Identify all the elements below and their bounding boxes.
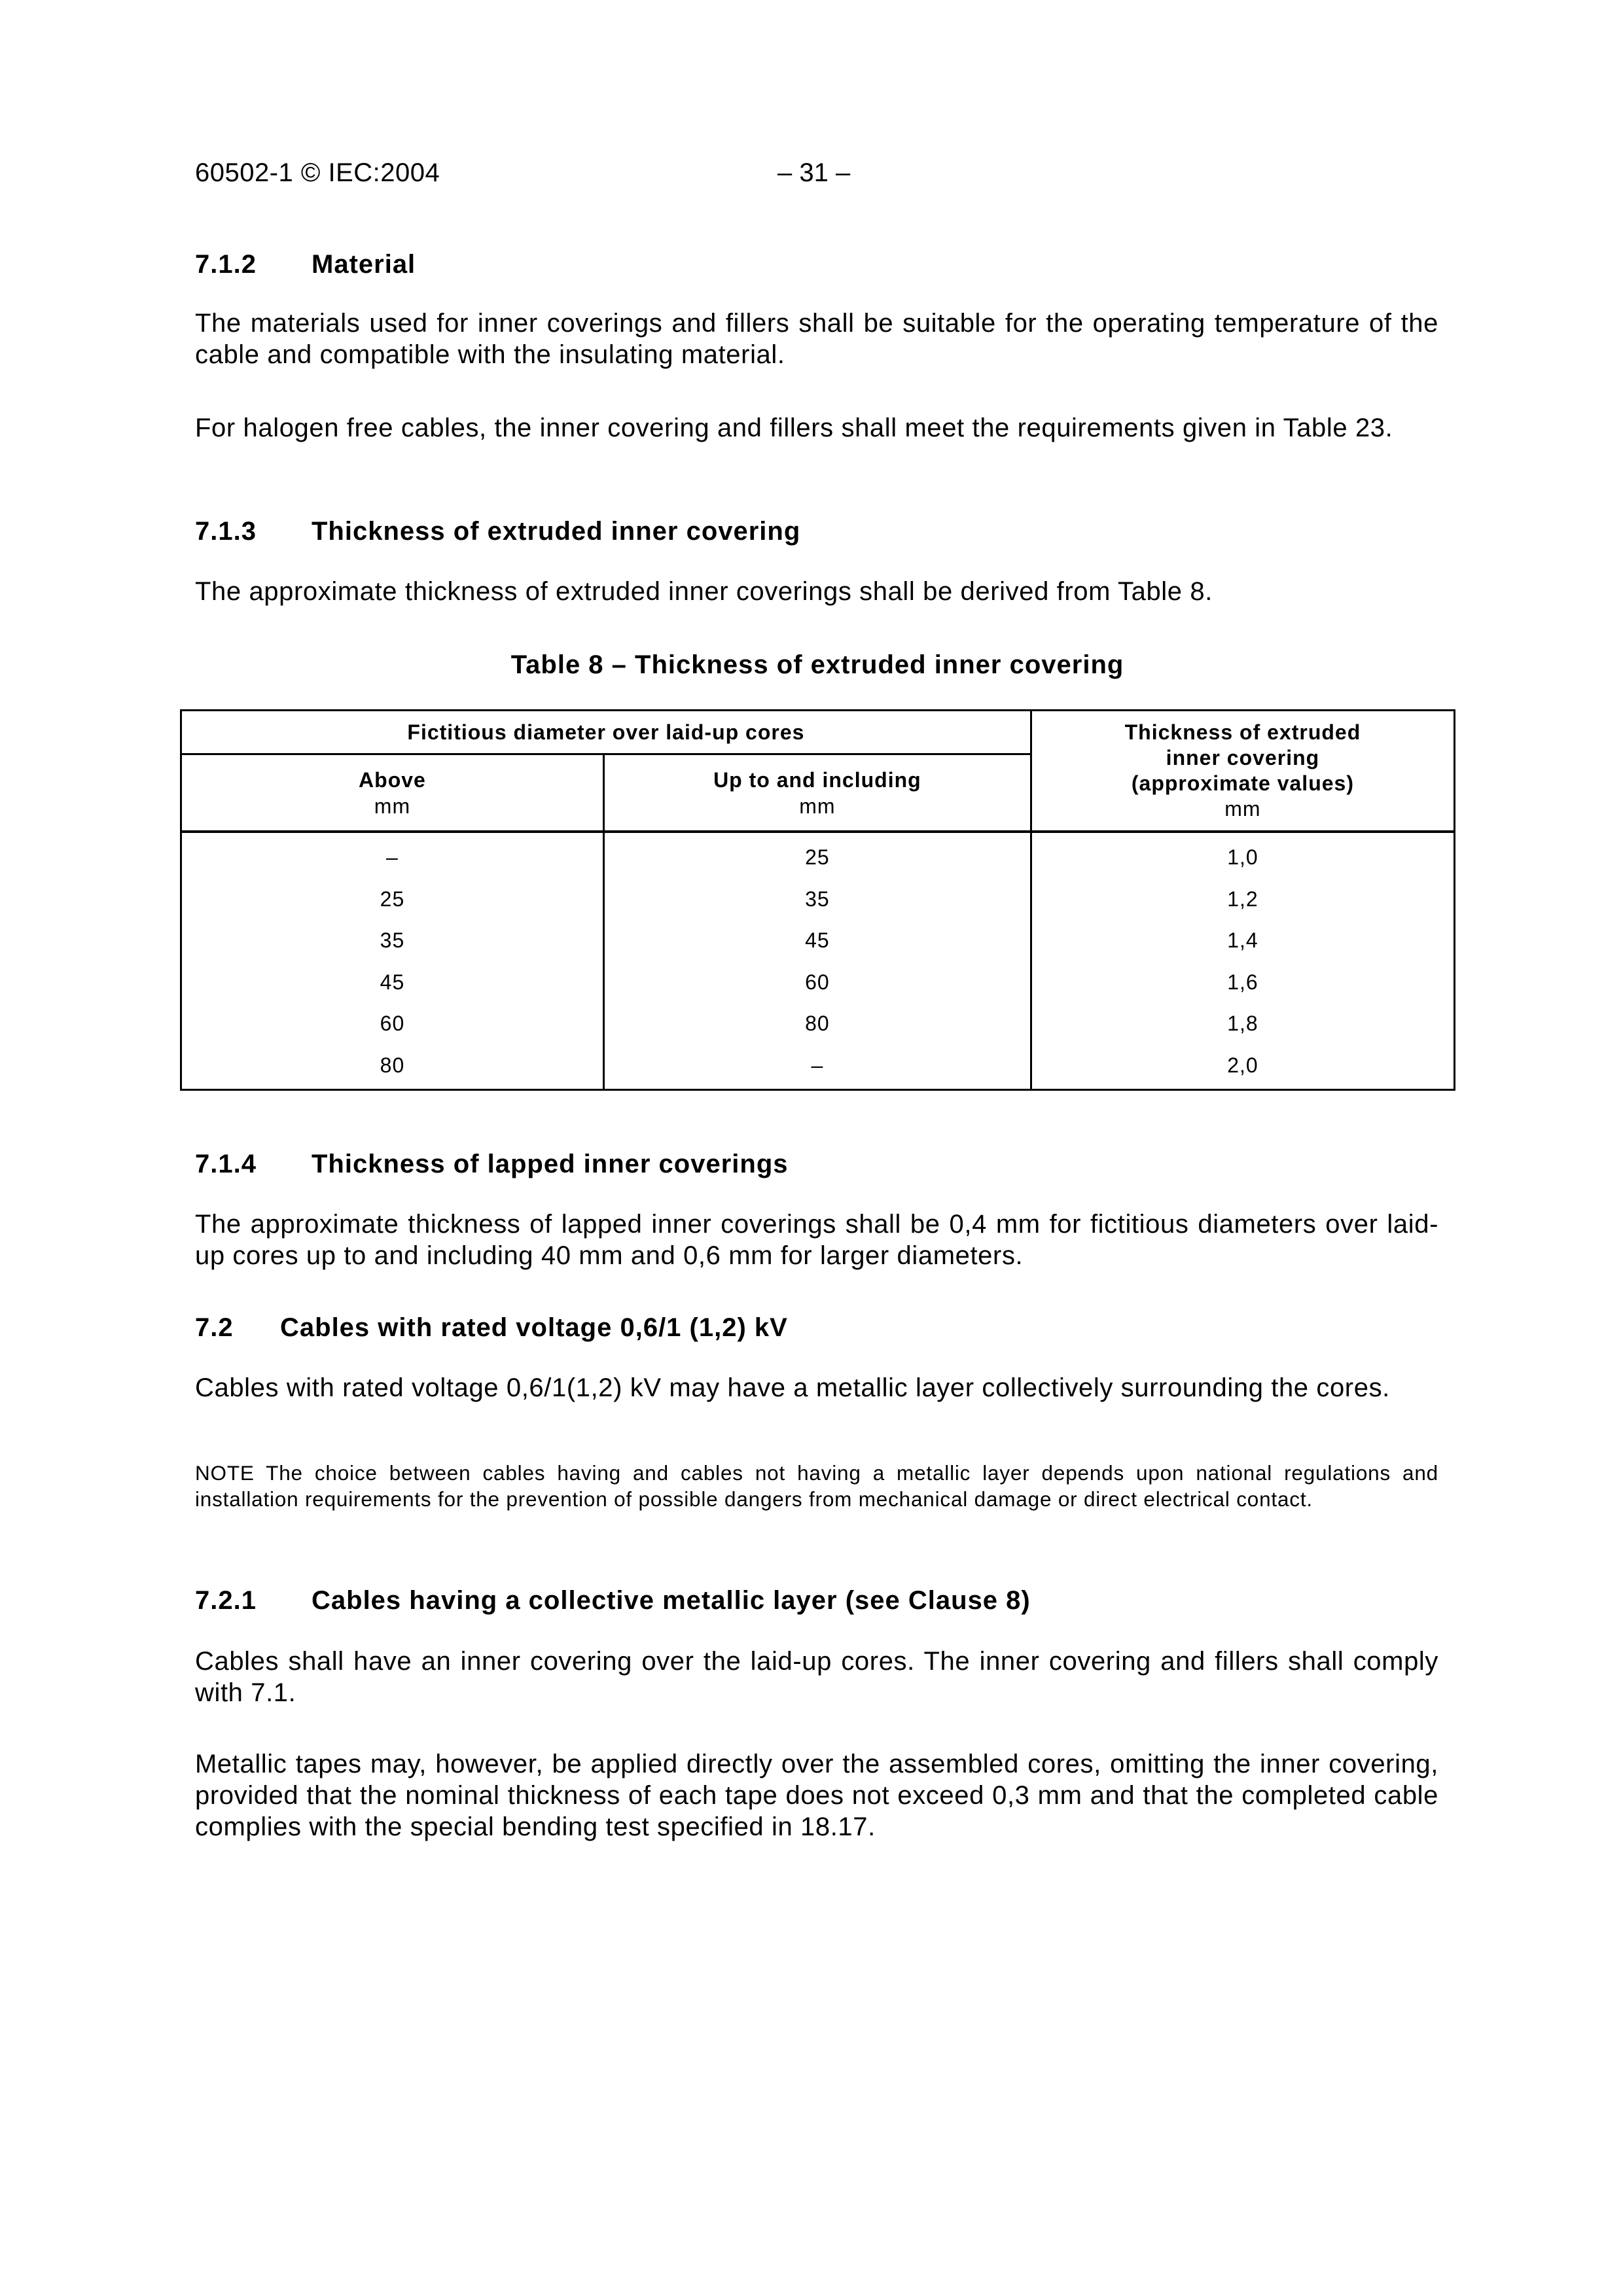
section-heading-7-1-2 <box>195 249 416 280</box>
table-row <box>181 832 1455 879</box>
paragraph: The approximate thickness of lapped inner coverings shall be 0,4 mm for fictitious diameters over laid-up cores up to and including 40 mm and 0,6 mm for larger diameters. <box>195 1210 1438 1270</box>
column-group-header: Fictitious diameter over laid-up cores <box>181 711 1031 754</box>
page-number: – 31 – <box>777 158 851 187</box>
cell-up-to: 80 <box>603 1003 1031 1045</box>
header-line: inner covering <box>1166 746 1320 769</box>
paragraph: Cables shall have an inner covering over the laid-up cores. The inner covering and fillers shall comply with 7.1. <box>195 1647 1438 1707</box>
table-row <box>181 1045 1455 1090</box>
paragraph: The approximate thickness of extruded inner coverings shall be derived from Table 8. <box>195 577 1213 606</box>
header-label: Up to and including <box>713 768 921 792</box>
paragraph: For halogen free cables, the inner covering and fillers shall meet the requirements given in Table 23. <box>195 414 1393 442</box>
section-heading-7-1-3 <box>195 516 800 547</box>
cell-above: 35 <box>181 920 604 962</box>
section-title: Material <box>312 250 416 279</box>
table-title: Table 8 – Thickness of extruded inner covering <box>510 650 1124 679</box>
section-number: 7.2 <box>195 1313 234 1342</box>
section-number: 7.1.3 <box>195 517 257 546</box>
cell-above: – <box>181 832 604 879</box>
section-heading-7-2 <box>195 1312 788 1343</box>
cell-thickness: 1,8 <box>1031 1003 1454 1045</box>
unit-label: mm <box>1224 797 1261 821</box>
section-heading-7-2-1 <box>195 1585 1031 1616</box>
cell-above: 80 <box>181 1045 604 1090</box>
cell-thickness: 1,2 <box>1031 879 1454 921</box>
cell-thickness: 2,0 <box>1031 1045 1454 1090</box>
table-row <box>181 879 1455 921</box>
paragraph: The materials used for inner coverings and fillers shall be suitable for the operating temperature of the cable and compatible with the insulating material. <box>195 309 1438 369</box>
cell-above: 60 <box>181 1003 604 1045</box>
note: NOTE The choice between cables having and cables not having a metallic layer depends upon national regulations and installation requirements for the prevention of possible dangers from mechanical damage or direct electrical contact. <box>195 1461 1438 1511</box>
unit-label: mm <box>799 794 836 818</box>
section-number: 7.2.1 <box>195 1586 257 1615</box>
column-header-above <box>181 754 604 832</box>
table-row <box>181 1003 1455 1045</box>
cell-up-to: 60 <box>603 962 1031 1004</box>
cell-above: 45 <box>181 962 604 1004</box>
cell-up-to: 25 <box>603 832 1031 879</box>
column-header-up-to <box>603 754 1031 832</box>
cell-above: 25 <box>181 879 604 921</box>
table-row <box>181 962 1455 1004</box>
column-header-thickness <box>1031 711 1454 832</box>
cell-thickness: 1,4 <box>1031 920 1454 962</box>
header-line: Thickness of extruded <box>1124 720 1361 744</box>
table-8 <box>180 709 1455 1091</box>
paragraph: Cables with rated voltage 0,6/1(1,2) kV may have a metallic layer collectively surrounding the cores. <box>195 1373 1390 1402</box>
section-title: Cables with rated voltage 0,6/1 (1,2) kV <box>280 1313 788 1342</box>
paragraph: Metallic tapes may, however, be applied directly over the assembled cores, omitting the inner covering, provided that the nominal thickness of each tape does not exceed 0,3 mm and that the completed cable complies with the special bending test specified in 18.17. <box>195 1750 1438 1841</box>
section-title: Cables having a collective metallic layer (see Clause 8) <box>312 1586 1031 1615</box>
table-row <box>181 920 1455 962</box>
cell-up-to: 35 <box>603 879 1031 921</box>
section-number: 7.1.4 <box>195 1150 257 1178</box>
cell-up-to: 45 <box>603 920 1031 962</box>
header-line: (approximate values) <box>1131 771 1354 795</box>
cell-thickness: 1,0 <box>1031 832 1454 879</box>
unit-label: mm <box>374 794 411 818</box>
cell-up-to: – <box>603 1045 1031 1090</box>
section-number: 7.1.2 <box>195 250 257 279</box>
document-id: 60502-1 © IEC:2004 <box>195 158 440 187</box>
section-title: Thickness of extruded inner covering <box>312 517 801 546</box>
header-label: Above <box>359 768 426 792</box>
section-title: Thickness of lapped inner coverings <box>312 1150 789 1178</box>
cell-thickness: 1,6 <box>1031 962 1454 1004</box>
section-heading-7-1-4 <box>195 1148 789 1180</box>
